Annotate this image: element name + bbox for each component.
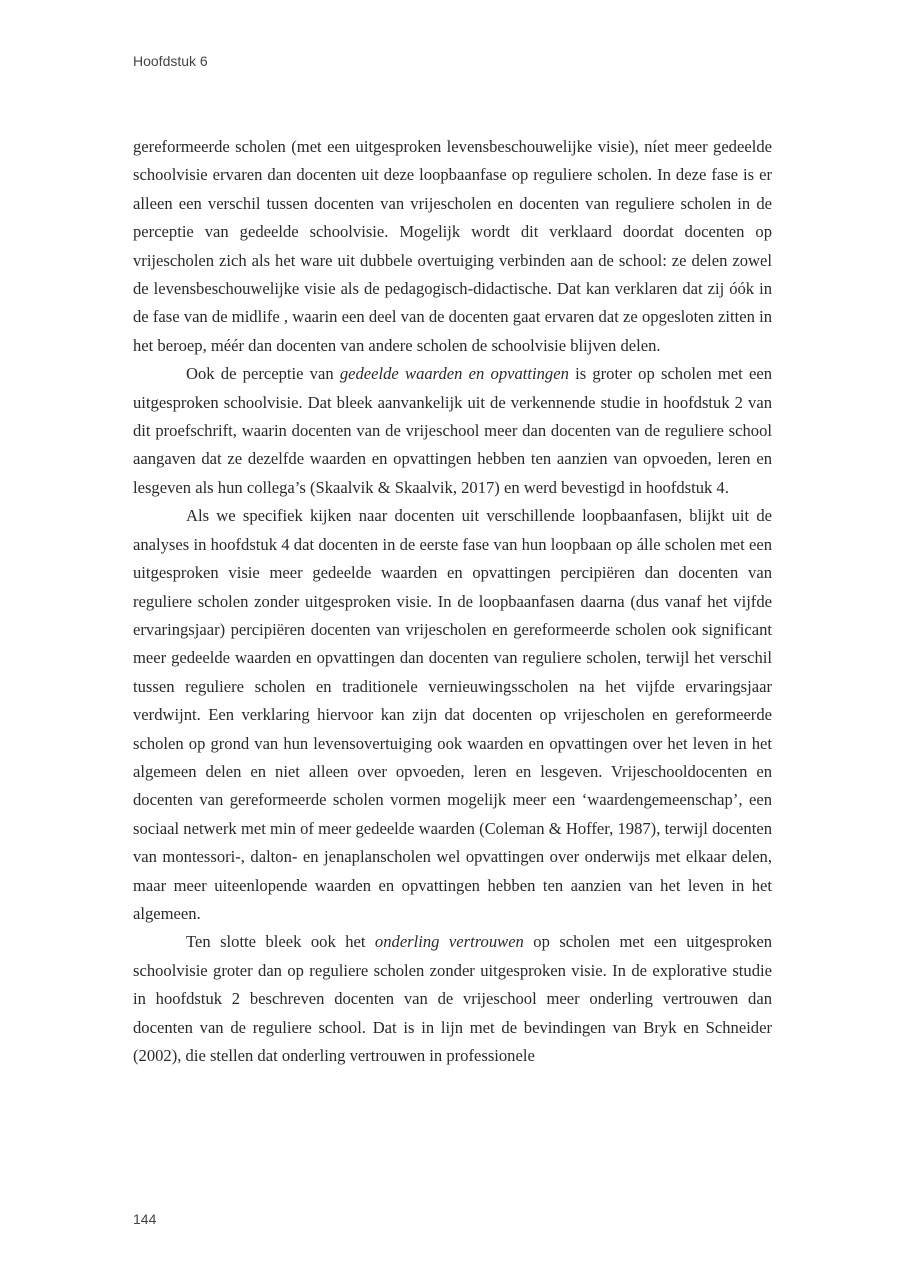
body-text <box>133 133 772 1070</box>
paragraph-text: Ten slotte bleek ook het <box>186 932 375 952</box>
emphasis-term: gedeelde waarden en opvattingen <box>339 364 569 384</box>
paragraph-4 <box>133 928 772 1070</box>
paragraph-text: Ook de perceptie van <box>186 364 340 384</box>
paragraph-text: Als we specifiek kijken naar docenten uit verschillende loopbaanfasen, blijkt uit de analyses in hoofdstuk 4 dat docenten in de eerste fase van hun loopbaan op álle scholen met een uitgesproken visie meer gedeelde waarden en opvattingen percipiëren dan docenten van reguliere scholen zonder uitgesproken visie. In de loopbaanfasen daarna (dus vanaf het vijfde ervaringsjaar) percipiëren docenten van vrijescholen en gereformeerde scholen ook significant meer gedeelde waarden en opvattingen dan docenten van reguliere scholen, terwijl het verschil tussen reguliere scholen en traditionele vernieuwingsscholen na het vijfde ervaringsjaar verdwijnt. Een verklaring hiervoor kan zijn dat docenten op vrijescholen en gereformeerde scholen op grond van hun levensovertuiging ook waarden en opvattingen over het leven in het algemeen delen en niet alleen over opvoeden, leren en lesgeven. Vrijeschooldocenten en docenten van gereformeerde scholen vormen mogelijk meer een ‘waardengemeenschap’, een sociaal netwerk met min of meer gedeelde waarden (Coleman & Hoffer, 1987), terwijl docenten van montessori-, dalton- en jenaplanscholen wel opvattingen over onderwijs met elkaar delen, maar meer uiteenlopende waarden en opvattingen hebben ten aanzien van het leven in het algemeen. <box>133 506 772 923</box>
page-number: 144 <box>133 1211 157 1227</box>
paragraph-1 <box>133 133 772 360</box>
paragraph-text: is groter op scholen met een uitgesproken schoolvisie. Dat bleek aanvankelijk uit de verkennende studie in hoofdstuk 2 van dit proefschrift, waarin docenten van de vrijeschool meer dan docenten van de reguliere school aangaven dat ze dezelfde waarden en opvattingen hebben ten aanzien van opvoeden, leren en lesgeven als hun collega’s (Skaalvik & Skaalvik, 2017) en werd bevestigd in hoofdstuk 4. <box>133 364 772 497</box>
paragraph-text: op scholen met een uitgesproken schoolvisie groter dan op reguliere scholen zonder uitgesproken visie. In de explorative studie in hoofdstuk 2 beschreven docenten van de vrijeschool meer onderling vertrouwen dan docenten van de reguliere school. Dat is in lijn met de bevindingen van Bryk en Schneider (2002), die stellen dat onderling vertrouwen in professionele <box>133 932 772 1065</box>
running-head: Hoofdstuk 6 <box>133 53 208 69</box>
paragraph-2 <box>133 360 772 502</box>
paragraph-3 <box>133 502 772 928</box>
emphasis-term: onderling vertrouwen <box>374 932 524 952</box>
paragraph-text: gereformeerde scholen (met een uitgesproken levensbeschouwelijke visie), níet meer gedeelde schoolvisie ervaren dan docenten uit deze loopbaanfase op reguliere scholen. In deze fase is er alleen een verschil tussen docenten van vrijescholen en docenten van reguliere scholen in de perceptie van gedeelde schoolvisie. Mogelijk wordt dit verklaard doordat docenten op vrijescholen zich als het ware uit dubbele overtuiging verbinden aan de school: ze delen zowel de levensbeschouwelijke visie als de pedagogisch-didactische. Dat kan verklaren dat zij óók in de fase van de midlife , waarin een deel van de docenten gaat ervaren dat ze opgesloten zitten in het beroep, méér dan docenten van andere scholen de schoolvisie blijven delen. <box>133 137 772 355</box>
